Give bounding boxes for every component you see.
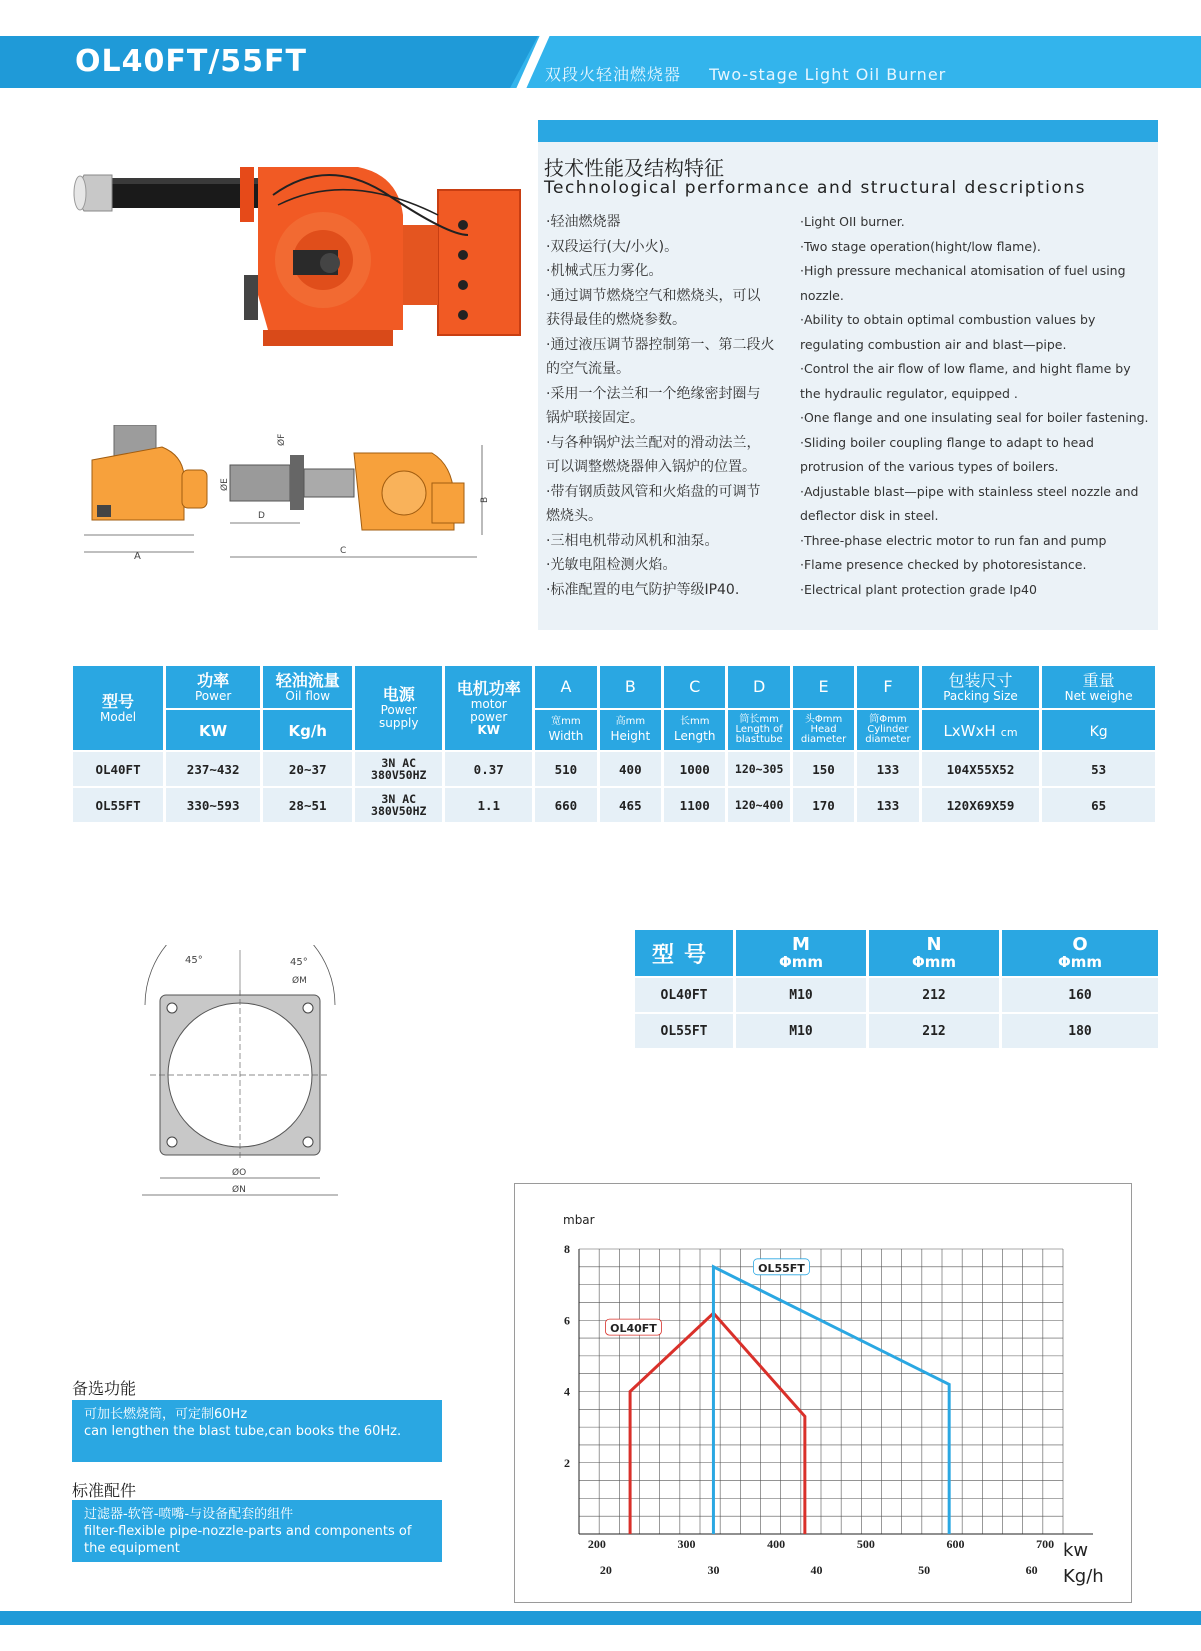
th-c-sub xyxy=(664,710,725,750)
burner-product-image xyxy=(68,155,528,380)
c-sub2: Length xyxy=(674,729,716,743)
mno-n-unit: Φmm xyxy=(911,953,956,971)
th-a-letter: A xyxy=(560,677,572,696)
power-unit: KW xyxy=(199,721,228,740)
mno-cell-n: 212 xyxy=(869,1014,999,1048)
table-row xyxy=(635,978,1158,1012)
cell-d: 120~400 xyxy=(728,788,789,822)
th-oil-cn: 轻油流量 xyxy=(275,670,340,690)
d-sub2: Length of xyxy=(735,724,783,735)
tech-en-line: ·Adjustable blast—pipe with stainless steel nozzle and xyxy=(800,483,1139,499)
th-pack-unit xyxy=(922,710,1040,750)
oil-unit: Kg/h xyxy=(288,721,327,740)
tech-en-line: deflector disk in steel. xyxy=(800,508,939,523)
optional-box xyxy=(72,1400,442,1462)
standard-box xyxy=(72,1500,442,1562)
mno-cell-model: OL40FT xyxy=(635,978,733,1012)
dim-label-a: A xyxy=(134,551,141,562)
cell-power: 237~432 xyxy=(166,752,260,786)
tech-cn-line: ·三相电机带动风机和油泵。 xyxy=(546,532,719,549)
tech-panel-bar xyxy=(538,120,1158,142)
th-motor-cn: 电机功率 xyxy=(456,678,521,698)
pack-unit: LxWxH xyxy=(943,721,996,740)
tech-en-line: ·Two stage operation(hight/low flame). xyxy=(800,238,1041,254)
flange-drawing xyxy=(140,945,340,1210)
th-oil-unit xyxy=(263,710,352,750)
cell-oil: 28~51 xyxy=(263,788,352,822)
y-tick-label: 6 xyxy=(564,1313,570,1328)
mno-th-m xyxy=(736,930,866,976)
th-a xyxy=(535,666,596,708)
cell-pack: 120X69X59 xyxy=(922,788,1040,822)
flange-o-label: ØO xyxy=(232,1168,247,1178)
tech-cn-line: 可以调整燃烧器伸入锅炉的位置。 xyxy=(546,459,756,475)
cell-model: OL40FT xyxy=(73,752,163,786)
optional-cn: 可加长燃烧筒，可定制60Hz xyxy=(84,1407,248,1422)
mno-cell-model: OL55FT xyxy=(635,1014,733,1048)
optional-en: can lengthen the blast tube,can books the 60Hz. xyxy=(84,1424,402,1439)
subtitle-en: Two-stage Light Oil Burner xyxy=(709,65,947,84)
series-label: OL40FT xyxy=(610,1322,657,1336)
tech-cn-line: ·机械式压力雾化。 xyxy=(546,263,663,279)
tech-cn-line: 获得最佳的燃烧参数。 xyxy=(546,312,686,328)
cell-b: 465 xyxy=(600,788,661,822)
cell-motor: 1.1 xyxy=(445,788,532,822)
th-weight-en: Net weighe xyxy=(1064,688,1133,703)
flange-dimension-table xyxy=(632,928,1158,1050)
flange-n-label: ØN xyxy=(232,1185,246,1195)
th-c xyxy=(664,666,725,708)
weight-unit: Kg xyxy=(1089,723,1108,740)
tech-en-line: ·Electrical plant protection grade Ip40 xyxy=(800,581,1037,597)
cell-e: 170 xyxy=(793,788,854,822)
d-sub1: 筒长mm xyxy=(739,714,779,725)
tech-title-en: Technological performance and structural descriptions xyxy=(544,178,1086,198)
cell-f: 133 xyxy=(857,788,918,822)
tech-en-line: ·Three-phase electric motor to run fan and pump xyxy=(800,532,1107,548)
y-axis-label: mbar xyxy=(563,1213,595,1227)
th-a-sub xyxy=(535,710,596,750)
supply-line2: 380V50HZ xyxy=(371,804,427,818)
cell-weight: 53 xyxy=(1042,752,1155,786)
tech-cn-line: 的空气流量。 xyxy=(546,361,630,377)
x-tick-label: 700 xyxy=(1036,1537,1055,1551)
x-tick-label: 400 xyxy=(767,1537,786,1551)
b-sub1: 高mm xyxy=(615,716,646,727)
standard-cn: 过滤器-软管-喷嘴-与设备配套的组件 xyxy=(84,1507,294,1522)
tech-cn-line: ·采用一个法兰和一个绝缘密封圈与 xyxy=(546,385,761,402)
table-row xyxy=(73,752,1155,786)
cell-supply xyxy=(355,788,442,822)
series-label: OL55FT xyxy=(758,1261,805,1275)
e-sub2: Head xyxy=(810,724,837,735)
cell-model: OL55FT xyxy=(73,788,163,822)
table-row xyxy=(635,1014,1158,1048)
th-e xyxy=(793,666,854,708)
mno-cell-m: M10 xyxy=(736,978,866,1012)
x-axis-label: kw xyxy=(1063,1540,1089,1561)
tech-cn-line: 燃烧头。 xyxy=(546,508,602,524)
th-d-sub xyxy=(728,710,789,750)
tech-cn-line: ·通过调节燃烧空气和燃烧头，可以 xyxy=(546,287,761,304)
x2-tick-label: 50 xyxy=(918,1563,931,1577)
supply-line1: 3N AC xyxy=(381,792,417,806)
tech-title-cn: 技术性能及结构特征 xyxy=(544,156,724,180)
cell-oil: 20~37 xyxy=(263,752,352,786)
cell-b: 400 xyxy=(600,752,661,786)
th-supply-cn: 电源 xyxy=(382,685,415,704)
series-line-ol40ft xyxy=(630,1313,805,1534)
optional-label: 备选功能 xyxy=(72,1379,137,1398)
cell-motor: 0.37 xyxy=(445,752,532,786)
tech-list-cn xyxy=(546,210,796,602)
th-f-sub xyxy=(857,710,918,750)
th-weight-cn: 重量 xyxy=(1082,670,1115,690)
th-b-letter: B xyxy=(624,677,636,696)
tech-en-line: ·One flange and one insulating seal for boiler fastening. xyxy=(800,410,1149,425)
dim-label-b: B xyxy=(480,496,490,503)
th-oil xyxy=(263,666,352,708)
page-subtitle xyxy=(545,62,968,85)
tech-en-line: nozzle. xyxy=(800,287,844,303)
mno-n-letter: N xyxy=(926,934,942,955)
th-motor-unit: KW xyxy=(477,722,500,737)
f-sub1: 筒Φmm xyxy=(869,714,907,725)
th-d-letter: D xyxy=(752,677,766,696)
tech-en-line: protrusion of the various types of boilers. xyxy=(800,459,1059,474)
cell-a: 510 xyxy=(535,752,596,786)
mno-cell-m: M10 xyxy=(736,1014,866,1048)
mno-o-letter: O xyxy=(1072,934,1088,955)
flange-angle1: 45° xyxy=(185,955,203,966)
th-weight-unit xyxy=(1042,710,1155,750)
dimension-drawing xyxy=(82,425,522,570)
flange-m-label: ØM xyxy=(292,976,307,986)
tech-description-panel xyxy=(538,120,1158,630)
th-power-en: Power xyxy=(195,688,232,703)
th-motor-en2: power xyxy=(470,709,508,724)
d-sub3: blasttube xyxy=(735,734,783,745)
mno-cell-n: 212 xyxy=(869,978,999,1012)
th-model-en: Model xyxy=(100,709,137,724)
x2-tick-label: 20 xyxy=(599,1563,612,1577)
a-sub2: Width xyxy=(548,729,584,743)
tech-cn-line: 锅炉联接固定。 xyxy=(546,410,644,426)
e-sub3: diameter xyxy=(800,734,847,745)
chart-svg xyxy=(515,1184,1133,1604)
f-sub3: diameter xyxy=(865,734,911,745)
mno-o-unit: Φmm xyxy=(1057,953,1102,971)
th-pack-cn: 包装尺寸 xyxy=(948,670,1013,690)
x2-tick-label: 40 xyxy=(810,1563,823,1577)
tech-cn-line: ·与各种锅炉法兰配对的滑动法兰， xyxy=(546,434,761,451)
tech-en-line: ·Light OII burner. xyxy=(800,214,905,229)
th-e-sub xyxy=(793,710,854,750)
mno-m-letter: M xyxy=(792,934,810,955)
th-supply-en1: Power xyxy=(380,703,417,717)
x-tick-label: 600 xyxy=(946,1537,965,1551)
mno-th-o xyxy=(1002,930,1158,976)
th-pack-en: Packing Size xyxy=(943,688,1018,703)
th-supply xyxy=(355,666,442,750)
table-row xyxy=(73,788,1155,822)
standard-label: 标准配件 xyxy=(72,1481,137,1500)
th-power-unit xyxy=(166,710,260,750)
cell-power: 330~593 xyxy=(166,788,260,822)
th-weight xyxy=(1042,666,1155,708)
mno-cell-o: 160 xyxy=(1002,978,1158,1012)
cell-e: 150 xyxy=(793,752,854,786)
tech-en-line: ·Sliding boiler coupling flange to adapt to head xyxy=(800,434,1094,450)
c-sub1: 长mm xyxy=(679,716,710,727)
th-model xyxy=(73,666,163,750)
x2-axis-label: Kg/h xyxy=(1063,1566,1104,1587)
cell-c: 1100 xyxy=(664,788,725,822)
tech-cn-line: ·带有钢质鼓风管和火焰盘的可调节 xyxy=(546,483,761,500)
x2-tick-label: 30 xyxy=(707,1563,720,1577)
working-field-chart xyxy=(514,1183,1132,1603)
subtitle-cn: 双段火轻油燃烧器 xyxy=(545,65,682,84)
y-tick-label: 8 xyxy=(564,1242,570,1256)
header-banner xyxy=(0,36,1201,88)
mno-m-unit: Φmm xyxy=(778,953,823,971)
x-tick-label: 200 xyxy=(587,1537,606,1551)
dim-label-d: D xyxy=(258,511,265,521)
tech-en-line: ·High pressure mechanical atomisation of fuel using xyxy=(800,263,1126,278)
th-e-letter: E xyxy=(818,677,829,696)
tech-cn-line: ·双段运行(大/小火)。 xyxy=(546,238,679,255)
page-title: OL40FT/55FT xyxy=(75,44,307,79)
x2-tick-label: 60 xyxy=(1025,1563,1038,1577)
tech-cn-line: ·标准配置的电气防护等级IP40. xyxy=(546,581,740,598)
dim-label-c: C xyxy=(340,546,347,556)
mno-model-label: 型号 xyxy=(651,942,716,968)
th-supply-en2: supply xyxy=(378,716,419,730)
mno-th-model xyxy=(635,930,733,976)
pack-unit-cm: cm xyxy=(1000,725,1018,739)
footer-band xyxy=(0,1611,1201,1625)
f-sub2: Cylinder xyxy=(867,724,909,735)
dim-label-f: ØF xyxy=(277,433,287,446)
th-f xyxy=(857,666,918,708)
tech-en-line: ·Control the air flow of low flame, and hight flame by xyxy=(800,361,1131,376)
series-line-ol55ft xyxy=(713,1267,949,1534)
tech-cn-line: ·通过液压调节器控制第一、第二段火 xyxy=(546,336,775,353)
cell-weight: 65 xyxy=(1042,788,1155,822)
th-d xyxy=(728,666,789,708)
th-power xyxy=(166,666,260,708)
cell-d: 120~305 xyxy=(728,752,789,786)
mno-th-n xyxy=(869,930,999,976)
cell-supply xyxy=(355,752,442,786)
x-tick-label: 500 xyxy=(856,1537,875,1551)
th-motor xyxy=(445,666,532,750)
cell-c: 1000 xyxy=(664,752,725,786)
supply-line2: 380V50HZ xyxy=(371,768,427,782)
dim-label-e: ØE xyxy=(220,478,230,491)
standard-en: filter-flexible pipe-nozzle-parts and components of the equipment xyxy=(84,1524,412,1556)
cell-f: 133 xyxy=(857,752,918,786)
mno-cell-o: 180 xyxy=(1002,1014,1158,1048)
th-model-cn: 型号 xyxy=(102,691,135,711)
tech-en-line: regulating combustion air and blast—pipe. xyxy=(800,336,1067,352)
y-tick-label: 4 xyxy=(564,1384,570,1399)
th-pack xyxy=(922,666,1040,708)
tech-list-en xyxy=(800,210,1158,602)
th-f-letter: F xyxy=(883,677,893,696)
tech-en-line: ·Ability to obtain optimal combustion values by xyxy=(800,312,1096,327)
tech-cn-line: ·轻油燃烧器 xyxy=(546,214,621,230)
th-motor-en1: motor xyxy=(470,696,507,711)
flange-angle2: 45° xyxy=(290,957,308,968)
th-oil-en: Oil flow xyxy=(285,688,331,703)
th-power-cn: 功率 xyxy=(197,670,230,690)
tech-en-line: ·Flame presence checked by photoresistance. xyxy=(800,557,1087,572)
tech-cn-line: ·光敏电阻检测火焰。 xyxy=(546,557,677,573)
supply-line1: 3N AC xyxy=(381,756,417,770)
spec-table xyxy=(70,664,1158,824)
cell-a: 660 xyxy=(535,788,596,822)
tech-en-line: the hydraulic regulator, equipped . xyxy=(800,385,1018,401)
e-sub1: 头Φmm xyxy=(804,714,843,725)
th-b-sub xyxy=(600,710,661,750)
x-tick-label: 300 xyxy=(677,1537,696,1551)
y-tick-label: 2 xyxy=(564,1455,570,1470)
b-sub2: Height xyxy=(610,729,651,743)
a-sub1: 宽mm xyxy=(551,716,581,727)
th-b xyxy=(600,666,661,708)
cell-pack: 104X55X52 xyxy=(922,752,1040,786)
th-c-letter: C xyxy=(689,677,701,696)
